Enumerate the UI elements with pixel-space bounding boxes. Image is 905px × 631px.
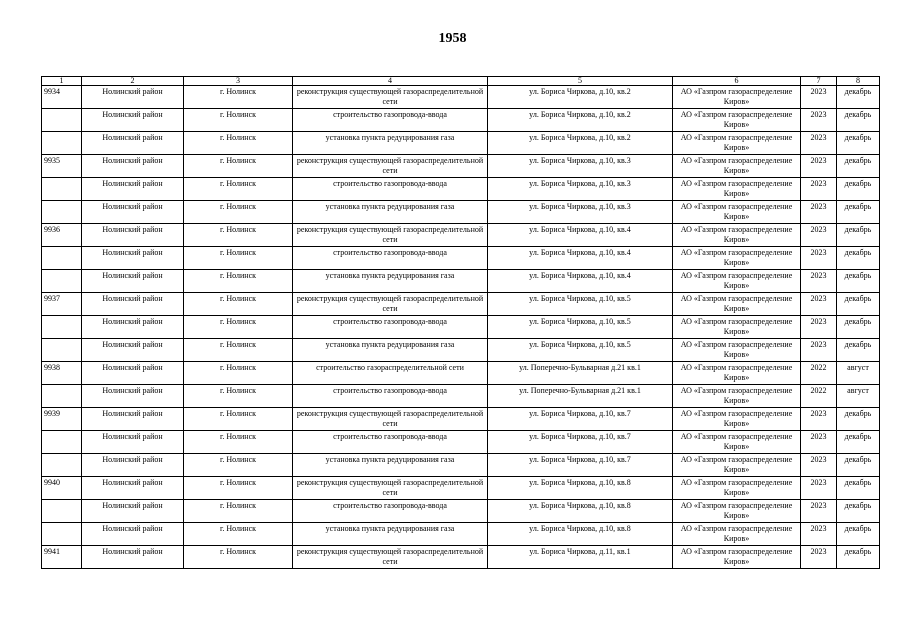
- district-cell: Нолинский район: [82, 132, 184, 155]
- district-cell: Нолинский район: [82, 477, 184, 500]
- row-number-cell: [42, 178, 82, 201]
- month-cell: декабрь: [837, 293, 880, 316]
- work-type-cell: строительство газораспределительной сети: [293, 362, 488, 385]
- year-cell: 2023: [801, 408, 837, 431]
- organization-cell: АО «Газпром газораспределение Киров»: [673, 316, 801, 339]
- organization-cell: АО «Газпром газораспределение Киров»: [673, 132, 801, 155]
- year-cell: 2023: [801, 316, 837, 339]
- month-cell: декабрь: [837, 339, 880, 362]
- work-type-cell: установка пункта редуцирования газа: [293, 454, 488, 477]
- organization-cell: АО «Газпром газораспределение Киров»: [673, 362, 801, 385]
- row-number-cell: [42, 500, 82, 523]
- month-cell: август: [837, 362, 880, 385]
- row-number-cell: 9939: [42, 408, 82, 431]
- organization-cell: АО «Газпром газораспределение Киров»: [673, 270, 801, 293]
- table-row: [42, 339, 880, 362]
- work-type-cell: реконструкция существующей газораспределительной сети: [293, 408, 488, 431]
- year-cell: 2023: [801, 293, 837, 316]
- month-cell: декабрь: [837, 431, 880, 454]
- table-row: [42, 86, 880, 109]
- district-cell: Нолинский район: [82, 316, 184, 339]
- table-row: [42, 132, 880, 155]
- organization-cell: АО «Газпром газораспределение Киров»: [673, 155, 801, 178]
- work-type-cell: реконструкция существующей газораспределительной сети: [293, 293, 488, 316]
- organization-cell: АО «Газпром газораспределение Киров»: [673, 477, 801, 500]
- district-cell: Нолинский район: [82, 431, 184, 454]
- town-cell: г. Нолинск: [184, 454, 293, 477]
- address-cell: ул. Бориса Чиркова, д.10, кв.5: [488, 316, 673, 339]
- town-cell: г. Нолинск: [184, 270, 293, 293]
- town-cell: г. Нолинск: [184, 500, 293, 523]
- address-cell: ул. Бориса Чиркова, д.10, кв.5: [488, 339, 673, 362]
- month-cell: декабрь: [837, 86, 880, 109]
- address-cell: ул. Бориса Чиркова, д.10, кв.4: [488, 247, 673, 270]
- district-cell: Нолинский район: [82, 155, 184, 178]
- district-cell: Нолинский район: [82, 500, 184, 523]
- organization-cell: АО «Газпром газораспределение Киров»: [673, 454, 801, 477]
- table-row: [42, 477, 880, 500]
- town-cell: г. Нолинск: [184, 132, 293, 155]
- organization-cell: АО «Газпром газораспределение Киров»: [673, 86, 801, 109]
- address-cell: ул. Бориса Чиркова, д.10, кв.3: [488, 155, 673, 178]
- district-cell: Нолинский район: [82, 224, 184, 247]
- district-cell: Нолинский район: [82, 408, 184, 431]
- work-type-cell: строительство газопровода-ввода: [293, 316, 488, 339]
- table-row: [42, 155, 880, 178]
- year-cell: 2022: [801, 362, 837, 385]
- table-row: [42, 362, 880, 385]
- work-type-cell: установка пункта редуцирования газа: [293, 201, 488, 224]
- column-number-header: 5: [488, 77, 673, 86]
- row-number-cell: [42, 316, 82, 339]
- year-cell: 2023: [801, 431, 837, 454]
- organization-cell: АО «Газпром газораспределение Киров»: [673, 408, 801, 431]
- table-row: [42, 293, 880, 316]
- work-type-cell: строительство газопровода-ввода: [293, 431, 488, 454]
- town-cell: г. Нолинск: [184, 408, 293, 431]
- column-number-header: 4: [293, 77, 488, 86]
- month-cell: декабрь: [837, 408, 880, 431]
- address-cell: ул. Поперечно-Бульварная д.21 кв.1: [488, 385, 673, 408]
- organization-cell: АО «Газпром газораспределение Киров»: [673, 201, 801, 224]
- year-cell: 2023: [801, 454, 837, 477]
- work-type-cell: установка пункта редуцирования газа: [293, 523, 488, 546]
- district-cell: Нолинский район: [82, 454, 184, 477]
- town-cell: г. Нолинск: [184, 546, 293, 569]
- row-number-cell: 9936: [42, 224, 82, 247]
- year-cell: 2023: [801, 270, 837, 293]
- address-cell: ул. Бориса Чиркова, д.10, кв.2: [488, 132, 673, 155]
- work-type-cell: реконструкция существующей газораспределительной сети: [293, 155, 488, 178]
- month-cell: декабрь: [837, 155, 880, 178]
- work-type-cell: реконструкция существующей газораспределительной сети: [293, 224, 488, 247]
- organization-cell: АО «Газпром газораспределение Киров»: [673, 109, 801, 132]
- address-cell: ул. Бориса Чиркова, д.10, кв.7: [488, 431, 673, 454]
- address-cell: ул. Бориса Чиркова, д.10, кв.4: [488, 270, 673, 293]
- organization-cell: АО «Газпром газораспределение Киров»: [673, 523, 801, 546]
- work-type-cell: установка пункта редуцирования газа: [293, 339, 488, 362]
- district-cell: Нолинский район: [82, 270, 184, 293]
- district-cell: Нолинский район: [82, 86, 184, 109]
- row-number-cell: [42, 431, 82, 454]
- town-cell: г. Нолинск: [184, 293, 293, 316]
- town-cell: г. Нолинск: [184, 201, 293, 224]
- work-type-cell: реконструкция существующей газораспределительной сети: [293, 546, 488, 569]
- row-number-cell: [42, 385, 82, 408]
- year-cell: 2023: [801, 477, 837, 500]
- month-cell: декабрь: [837, 201, 880, 224]
- address-cell: ул. Бориса Чиркова, д.10, кв.2: [488, 109, 673, 132]
- year-cell: 2023: [801, 155, 837, 178]
- address-cell: ул. Бориса Чиркова, д.10, кв.2: [488, 86, 673, 109]
- year-cell: 2023: [801, 224, 837, 247]
- town-cell: г. Нолинск: [184, 224, 293, 247]
- table-body: [42, 86, 880, 569]
- month-cell: декабрь: [837, 454, 880, 477]
- organization-cell: АО «Газпром газораспределение Киров»: [673, 224, 801, 247]
- row-number-cell: [42, 109, 82, 132]
- organization-cell: АО «Газпром газораспределение Киров»: [673, 385, 801, 408]
- year-cell: 2023: [801, 86, 837, 109]
- table-row: [42, 408, 880, 431]
- district-cell: Нолинский район: [82, 109, 184, 132]
- column-number-header: 8: [837, 77, 880, 86]
- town-cell: г. Нолинск: [184, 178, 293, 201]
- work-type-cell: строительство газопровода-ввода: [293, 500, 488, 523]
- town-cell: г. Нолинск: [184, 155, 293, 178]
- month-cell: август: [837, 385, 880, 408]
- address-cell: ул. Поперечно-Бульварная д.21 кв.1: [488, 362, 673, 385]
- town-cell: г. Нолинск: [184, 247, 293, 270]
- row-number-cell: 9938: [42, 362, 82, 385]
- address-cell: ул. Бориса Чиркова, д.10, кв.4: [488, 224, 673, 247]
- row-number-cell: 9935: [42, 155, 82, 178]
- organization-cell: АО «Газпром газораспределение Киров»: [673, 546, 801, 569]
- work-type-cell: установка пункта редуцирования газа: [293, 132, 488, 155]
- district-cell: Нолинский район: [82, 201, 184, 224]
- town-cell: г. Нолинск: [184, 362, 293, 385]
- column-number-header: 3: [184, 77, 293, 86]
- organization-cell: АО «Газпром газораспределение Киров»: [673, 339, 801, 362]
- table-row: [42, 454, 880, 477]
- district-cell: Нолинский район: [82, 178, 184, 201]
- column-number-row: [42, 77, 880, 86]
- month-cell: декабрь: [837, 316, 880, 339]
- organization-cell: АО «Газпром газораспределение Киров»: [673, 500, 801, 523]
- work-type-cell: реконструкция существующей газораспределительной сети: [293, 86, 488, 109]
- town-cell: г. Нолинск: [184, 316, 293, 339]
- work-type-cell: установка пункта редуцирования газа: [293, 270, 488, 293]
- column-number-header: 6: [673, 77, 801, 86]
- month-cell: декабрь: [837, 224, 880, 247]
- table-row: [42, 224, 880, 247]
- district-cell: Нолинский район: [82, 293, 184, 316]
- row-number-cell: [42, 247, 82, 270]
- row-number-cell: [42, 270, 82, 293]
- organization-cell: АО «Газпром газораспределение Киров»: [673, 293, 801, 316]
- month-cell: декабрь: [837, 523, 880, 546]
- organization-cell: АО «Газпром газораспределение Киров»: [673, 247, 801, 270]
- table-row: [42, 178, 880, 201]
- year-cell: 2023: [801, 546, 837, 569]
- address-cell: ул. Бориса Чиркова, д.10, кв.7: [488, 454, 673, 477]
- town-cell: г. Нолинск: [184, 431, 293, 454]
- row-number-cell: [42, 454, 82, 477]
- table-row: [42, 270, 880, 293]
- month-cell: декабрь: [837, 477, 880, 500]
- row-number-cell: 9941: [42, 546, 82, 569]
- column-number-header: 1: [42, 77, 82, 86]
- organization-cell: АО «Газпром газораспределение Киров»: [673, 178, 801, 201]
- row-number-cell: [42, 523, 82, 546]
- town-cell: г. Нолинск: [184, 523, 293, 546]
- town-cell: г. Нолинск: [184, 339, 293, 362]
- district-cell: Нолинский район: [82, 523, 184, 546]
- table-row: [42, 316, 880, 339]
- district-cell: Нолинский район: [82, 362, 184, 385]
- town-cell: г. Нолинск: [184, 109, 293, 132]
- address-cell: ул. Бориса Чиркова, д.10, кв.7: [488, 408, 673, 431]
- work-type-cell: реконструкция существующей газораспределительной сети: [293, 477, 488, 500]
- year-cell: 2022: [801, 385, 837, 408]
- address-cell: ул. Бориса Чиркова, д.11, кв.1: [488, 546, 673, 569]
- month-cell: декабрь: [837, 247, 880, 270]
- month-cell: декабрь: [837, 546, 880, 569]
- row-number-cell: 9934: [42, 86, 82, 109]
- month-cell: декабрь: [837, 109, 880, 132]
- table-row: [42, 523, 880, 546]
- table-row: [42, 385, 880, 408]
- table-row: [42, 109, 880, 132]
- year-cell: 2023: [801, 523, 837, 546]
- row-number-cell: 9937: [42, 293, 82, 316]
- district-cell: Нолинский район: [82, 385, 184, 408]
- row-number-cell: [42, 132, 82, 155]
- work-type-cell: строительство газопровода-ввода: [293, 247, 488, 270]
- year-cell: 2023: [801, 339, 837, 362]
- table-row: [42, 546, 880, 569]
- year-cell: 2023: [801, 201, 837, 224]
- month-cell: декабрь: [837, 500, 880, 523]
- district-cell: Нолинский район: [82, 546, 184, 569]
- town-cell: г. Нолинск: [184, 385, 293, 408]
- year-cell: 2023: [801, 500, 837, 523]
- gasification-table: [41, 76, 880, 569]
- work-type-cell: строительство газопровода-ввода: [293, 109, 488, 132]
- table-row: [42, 201, 880, 224]
- district-cell: Нолинский район: [82, 247, 184, 270]
- address-cell: ул. Бориса Чиркова, д.10, кв.3: [488, 178, 673, 201]
- district-cell: Нолинский район: [82, 339, 184, 362]
- address-cell: ул. Бориса Чиркова, д.10, кв.8: [488, 500, 673, 523]
- month-cell: декабрь: [837, 132, 880, 155]
- table-row: [42, 500, 880, 523]
- address-cell: ул. Бориса Чиркова, д.10, кв.8: [488, 523, 673, 546]
- town-cell: г. Нолинск: [184, 477, 293, 500]
- month-cell: декабрь: [837, 270, 880, 293]
- table-row: [42, 247, 880, 270]
- work-type-cell: строительство газопровода-ввода: [293, 178, 488, 201]
- address-cell: ул. Бориса Чиркова, д.10, кв.3: [488, 201, 673, 224]
- month-cell: декабрь: [837, 178, 880, 201]
- work-type-cell: строительство газопровода-ввода: [293, 385, 488, 408]
- address-cell: ул. Бориса Чиркова, д.10, кв.5: [488, 293, 673, 316]
- town-cell: г. Нолинск: [184, 86, 293, 109]
- table-row: [42, 431, 880, 454]
- organization-cell: АО «Газпром газораспределение Киров»: [673, 431, 801, 454]
- column-number-header: 2: [82, 77, 184, 86]
- row-number-cell: [42, 201, 82, 224]
- row-number-cell: [42, 339, 82, 362]
- year-cell: 2023: [801, 178, 837, 201]
- row-number-cell: 9940: [42, 477, 82, 500]
- address-cell: ул. Бориса Чиркова, д.10, кв.8: [488, 477, 673, 500]
- year-cell: 2023: [801, 247, 837, 270]
- column-number-header: 7: [801, 77, 837, 86]
- year-cell: 2023: [801, 132, 837, 155]
- page-number: 1958: [438, 31, 467, 46]
- year-cell: 2023: [801, 109, 837, 132]
